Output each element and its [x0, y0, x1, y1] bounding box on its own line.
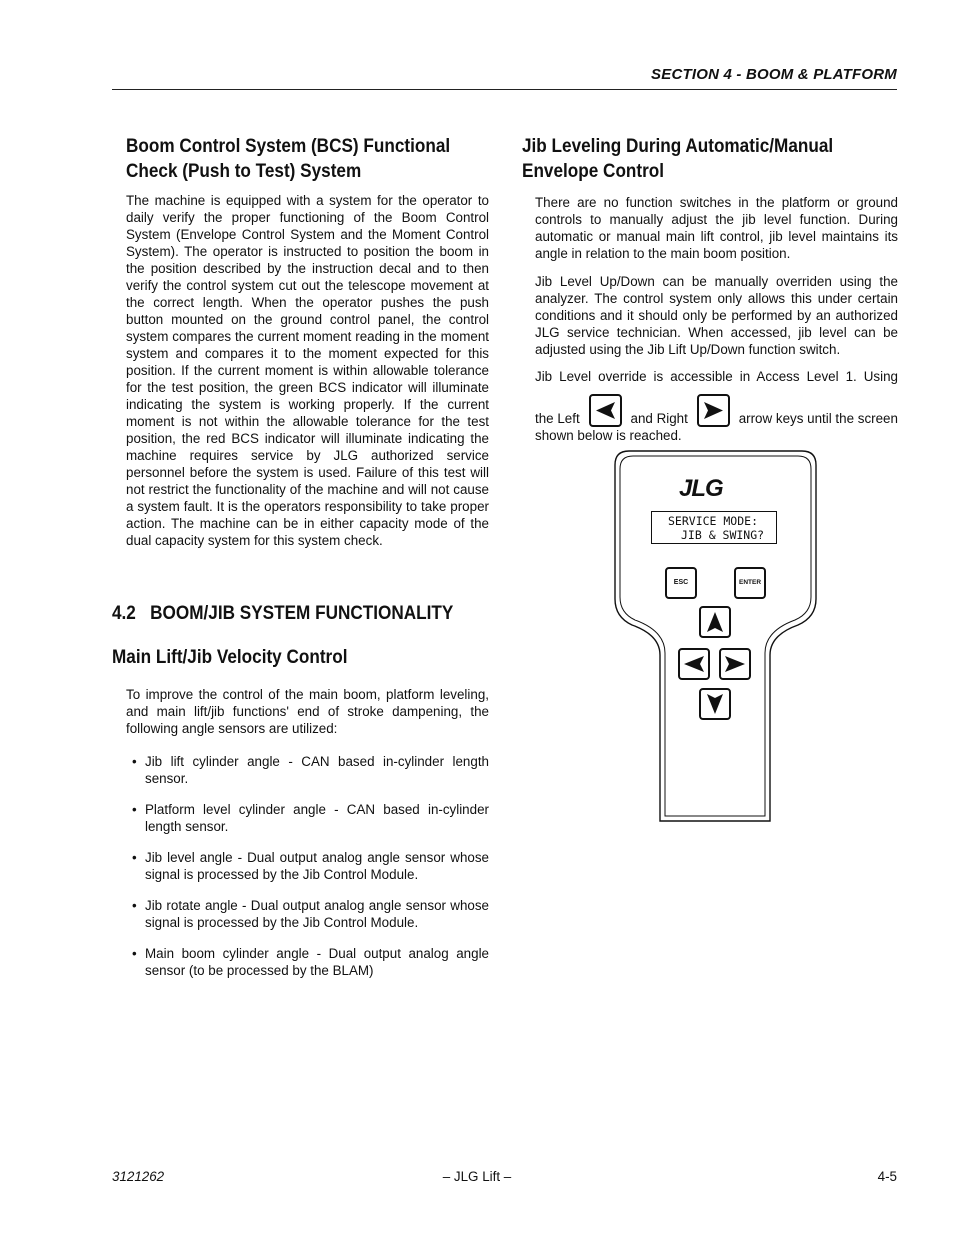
list-item: • Jib lift cylinder angle - CAN based in-cylinder length sensor. — [126, 753, 489, 787]
sensor-list — [126, 753, 489, 993]
left-arrow-key-icon — [589, 394, 622, 427]
velocity-intro: To improve the control of the main boom, platform leveling, and main lift/jib functions' end of stroke dampening, the following angle sensors are utilized: — [126, 687, 489, 736]
para3-part-a: the Left — [535, 411, 580, 426]
left-arrow-button[interactable] — [678, 648, 710, 680]
footer-doc-number: 3121262 — [112, 1169, 165, 1184]
bcs-title-line1: Boom Control System (BCS) Functional — [126, 135, 451, 157]
footer-center — [0, 1169, 954, 1184]
header-rule — [112, 89, 897, 90]
lcd-line2: JIB & SWING? — [681, 528, 765, 542]
jib-title — [522, 134, 833, 184]
jlg-logo: JLG — [679, 475, 723, 502]
section-header: SECTION 4 - BOOM & PLATFORM — [651, 66, 897, 83]
footer-center-text: – JLG Lift – — [442, 1169, 512, 1184]
enter-button[interactable]: ENTER — [734, 567, 766, 599]
up-arrow-button[interactable] — [699, 606, 731, 638]
list-item: • Jib level angle - Dual output analog angle sensor whose signal is processed by the Jib Control Module. — [126, 849, 489, 883]
down-arrow-button[interactable] — [699, 688, 731, 720]
left-arrow-icon — [680, 650, 708, 678]
para3-part-c: arrow keys until the screen — [738, 411, 898, 426]
jib-title-line2: Envelope Control — [522, 160, 665, 182]
para3-part-b: and Right — [630, 411, 688, 426]
bcs-title — [126, 134, 450, 184]
list-item: • Main boom cylinder angle - Dual output analog angle sensor (to be processed by the BLAM) — [126, 945, 489, 979]
list-item: • Jib rotate angle - Dual output analog angle sensor whose signal is processed by the Jib Control Module. — [126, 897, 489, 931]
jib-title-line1: Jib Leveling During Automatic/Manual — [522, 135, 834, 157]
velocity-title: Main Lift/Jib Velocity Control — [112, 646, 348, 668]
jib-para3-line3: shown below is reached. — [535, 428, 682, 443]
up-arrow-icon — [701, 608, 729, 636]
footer-page-number: 4-5 — [877, 1169, 897, 1184]
jib-para3 — [535, 368, 898, 444]
list-item: • Platform level cylinder angle - CAN based in-cylinder length sensor. — [126, 801, 489, 835]
down-arrow-icon — [701, 690, 729, 718]
bcs-paragraph: The machine is equipped with a system for the operator to daily verify the proper functioning of the Boom Control System (Envelope Control System and the Moment Control System). The operator is instructed to position the boom in the position described by the instruction decal and to then verify the control system cut out the telescope movement at the correct length. When the operator pushes the push button mounted on the ground control panel, the control system compares the current moment reading in the moment system and compares it to the moment expected for this position. If the current moment is within allowable tolerance for the test position, the green BCS indicator will illuminate indicating the system is working properly. If the current moment is not within the allowable tolerance for the test position, the red BCS indicator will illuminate indicating the machine requires service by JLG authorized service personnel before the system is used. Failure of this test will not restrict the functionality of the machine and will not cause a system fault. It is the operators responsibility to take proper action. The machine can be in either capacity mode of the dual capacity system for this system check. — [126, 193, 489, 548]
analyzer-illustration — [613, 449, 818, 825]
right-arrow-key-icon — [697, 394, 730, 427]
jib-para1: There are no function switches in the platform or ground controls to manually adjust the jib level function. During automatic or manual main lift control, jib level maintains its angle in relation to the main boom position. — [535, 195, 898, 261]
esc-button[interactable]: ESC — [665, 567, 697, 599]
right-arrow-button[interactable] — [719, 648, 751, 680]
section-heading-text: 4.2 BOOM/JIB SYSTEM FUNCTIONALITY — [112, 602, 454, 624]
right-arrow-icon — [721, 650, 749, 678]
jib-para3-line2 — [535, 389, 898, 427]
bcs-title-line2: Check (Push to Test) System — [126, 160, 362, 182]
lcd-line1: SERVICE MODE: — [668, 514, 759, 528]
lcd-screen — [651, 511, 777, 544]
jib-para2: Jib Level Up/Down can be manually overriden using the analyzer. The control system only allows this under certain conditions and it should only be performed by an authorized JLG service technician. When accessed, jib level can be adjusted using the Jib Lift Up/Down function switch. — [535, 274, 898, 357]
section-heading — [112, 601, 453, 626]
jib-para3-line1: Jib Level override is accessible in Access Level 1. Using — [535, 369, 898, 384]
